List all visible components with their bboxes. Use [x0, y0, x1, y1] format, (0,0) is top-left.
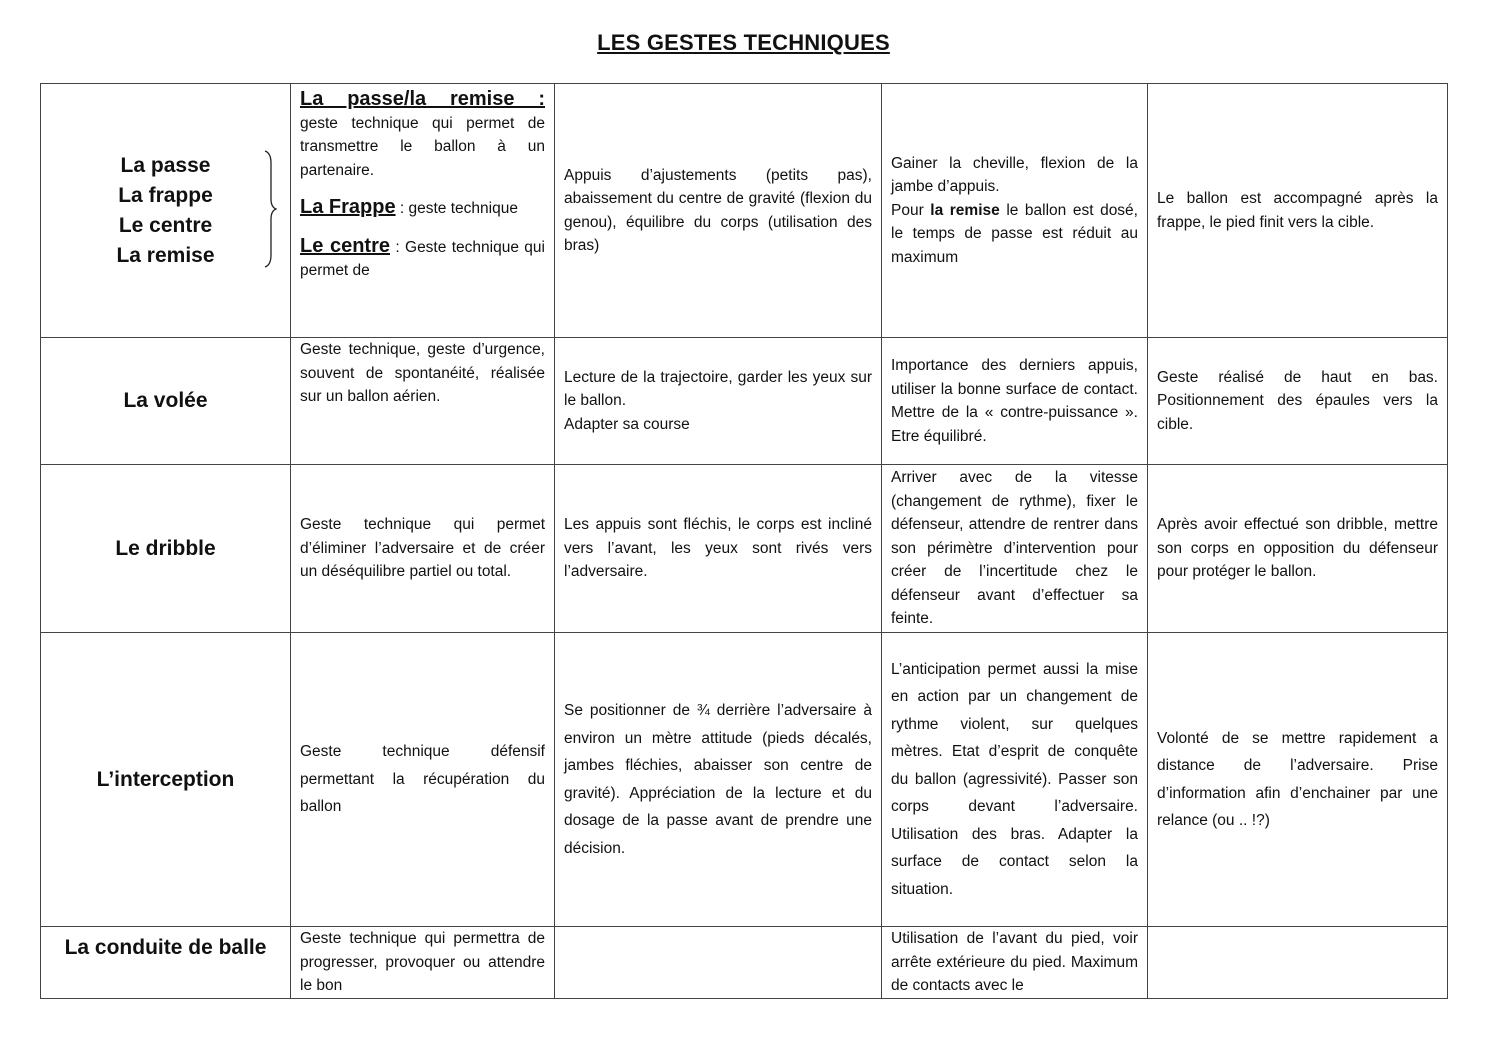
heading-line: La remise: [116, 243, 215, 267]
cues-cell: L’anticipation permet aussi la mise en action par un changement de rythme violent, sur quelques mètres. Etat d’esprit de conquête du ballon (agressivité). Passer son corps devant l’adversaire. Utilisation des bras. Adapter la surface de contact selon la situation.: [882, 633, 1148, 927]
cues-cell: [882, 84, 1148, 338]
row-heading: Le dribble: [41, 465, 291, 633]
criteria-cell: [555, 927, 882, 999]
page-title: LES GESTES TECHNIQUES: [597, 30, 890, 55]
heading-line: La frappe: [118, 183, 213, 207]
centre-text: : Geste technique qui permet de: [300, 238, 545, 279]
centre-line: [300, 235, 545, 283]
table-row: [41, 927, 1448, 999]
finish-cell: Volonté de se mettre rapidement a distance de l’adversaire. Prise d’information afin d’enchainer par une relance (ou .. !?): [1148, 633, 1448, 927]
cues-text-1: Gainer la cheville, flexion de la jambe d’appuis.: [891, 154, 1138, 196]
passe-label: La passe/la remise :: [300, 88, 545, 110]
curly-brace-icon: [263, 149, 277, 269]
definition-cell: Geste technique qui permet d’éliminer l’adversaire et de créer un déséquilibre partiel ou total.: [291, 465, 555, 633]
frappe-label: La Frappe: [300, 196, 396, 218]
heading-line: La passe: [120, 153, 211, 177]
cues-text-2: Pour la remise le ballon est dosé, le temps de passe est réduit au maximum: [891, 201, 1138, 266]
centre-label: Le centre: [300, 234, 390, 257]
definition-cell: [291, 84, 555, 338]
row-heading: La conduite de balle: [41, 927, 291, 999]
table-row: [41, 84, 1448, 338]
criteria-cell: Appuis d’ajustements (petits pas), abaissement du centre de gravité (flexion du genou), équilibre du corps (utilisation des bras): [555, 84, 882, 338]
heading-line: Le centre: [118, 213, 213, 237]
definition-cell: Geste technique qui permettra de progresser, provoquer ou attendre le bon: [291, 927, 555, 999]
definition-cell: Geste technique défensif permettant la récupération du ballon: [291, 633, 555, 927]
criteria-cell: Les appuis sont fléchis, le corps est incliné vers l’avant, les yeux sont rivés vers l’adversaire.: [555, 465, 882, 633]
finish-cell: Geste réalisé de haut en bas. Positionnement des épaules vers la cible.: [1148, 338, 1448, 465]
table-row: [41, 465, 1448, 633]
table-row: [41, 338, 1448, 465]
row-heading: L’interception: [41, 633, 291, 927]
cues-cell: Utilisation de l’avant du pied, voir arrête extérieure du pied. Maximum de contacts avec le: [882, 927, 1148, 999]
techniques-table: [40, 83, 1448, 999]
cues-cell: Importance des derniers appuis, utiliser la bonne surface de contact. Mettre de la « contre-puissance ». Etre équilibré.: [882, 338, 1148, 465]
frappe-line: [300, 196, 545, 221]
passe-text: geste technique qui permet de transmettre le ballon à un partenaire.: [300, 114, 545, 179]
cues-cell: Arriver avec de la vitesse (changement de rythme), fixer le défenseur, attendre de rentrer dans son périmètre d’intervention pour créer de l’incertitude chez le défenseur avant d’effectuer sa feinte.: [882, 465, 1148, 633]
row-heading: [41, 84, 291, 338]
row-heading: La volée: [41, 338, 291, 465]
finish-cell: Après avoir effectué son dribble, mettre son corps en opposition du défenseur pour protéger le ballon.: [1148, 465, 1448, 633]
definition-cell: Geste technique, geste d’urgence, souvent de spontanéité, réalisée sur un ballon aérien.: [291, 338, 555, 465]
criteria-cell: Lecture de la trajectoire, garder les yeux sur le ballon. Adapter sa course: [555, 338, 882, 465]
finish-cell: Le ballon est accompagné après la frappe, le pied finit vers la cible.: [1148, 84, 1448, 338]
criteria-cell: Se positionner de ¾ derrière l’adversaire à environ un mètre attitude (pieds décalés, jambes fléchies, abaisser son centre de gravité). Appréciation de la lecture et du dosage de la passe avant de prendre une décision.: [555, 633, 882, 927]
finish-cell: [1148, 927, 1448, 999]
frappe-text: : geste technique: [395, 200, 518, 217]
table-row: [41, 633, 1448, 927]
